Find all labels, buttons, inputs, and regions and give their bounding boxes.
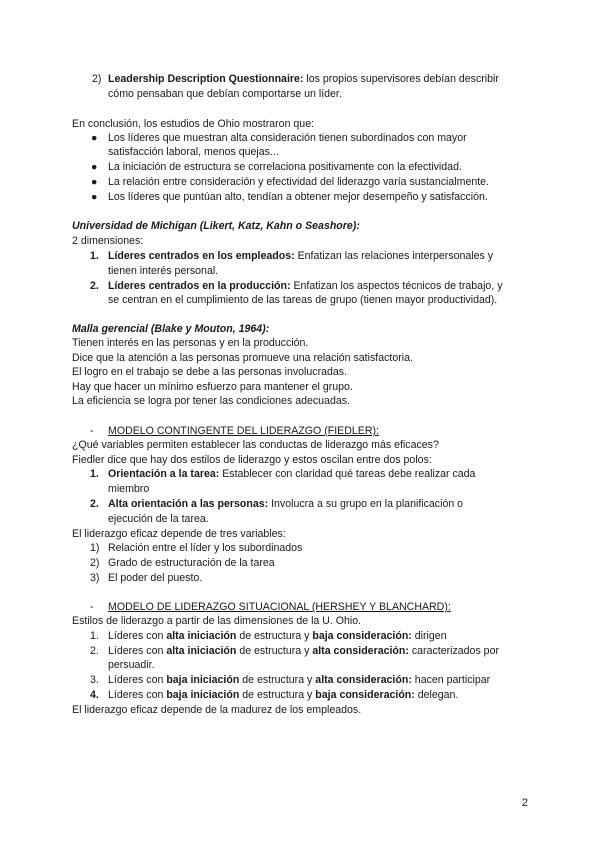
situacional-heading: MODELO DE LIDERAZGO SITUACIONAL (HERSHEY Y BLANCHARD): xyxy=(108,601,451,613)
fiedler-item-2-cont: ejecución de la tarea. xyxy=(108,513,209,525)
malla-line-2: Dice que la atención a las personas promueve una relación satisfactoria. xyxy=(72,352,413,364)
list-number: 2. xyxy=(90,280,99,292)
bullet-marker: ● xyxy=(91,176,98,188)
malla-line-5: La eficiencia se logra por tener las condiciones adecuadas. xyxy=(72,395,350,407)
list-number: 2. xyxy=(90,645,99,657)
item-label: Líderes centrados en la producción: xyxy=(108,280,291,292)
michigan-item-1 xyxy=(108,249,493,263)
item-bold: baja consideración: xyxy=(315,689,415,701)
item-bold: baja consideración: xyxy=(312,630,412,642)
fiedler-variable-1: Relación entre el líder y los subordinados xyxy=(108,542,303,554)
top-item-line xyxy=(108,72,499,86)
fiedler-intro: Fiedler dice que hay dos estilos de liderazgo y estos oscilan entre dos polos: xyxy=(72,454,432,466)
bullet-marker: ● xyxy=(91,191,98,203)
item-text: Establecer con claridad qué tareas debe realizar cada xyxy=(219,468,476,480)
list-number: 2. xyxy=(90,498,99,510)
item-bold: baja iniciación xyxy=(166,674,240,686)
item-number: 2) xyxy=(92,73,102,85)
item-text: Involucra a su grupo en la planificación o xyxy=(268,498,464,510)
top-item-line2: cómo pensaban que debían comportarse un líder. xyxy=(108,88,342,100)
fiedler-variable-2: Grado de estructuración de la tarea xyxy=(108,557,275,569)
ohio-bullet-1: Los líderes que muestran alta consideración tienen subordinados con mayor xyxy=(108,132,467,144)
fiedler-variable-3: El poder del puesto. xyxy=(108,572,203,584)
list-number: 2) xyxy=(90,557,100,569)
item-text: Líderes con xyxy=(108,645,167,657)
situacional-item-1 xyxy=(108,629,447,643)
item-label: Alta orientación a las personas: xyxy=(108,498,269,510)
item-label: Líderes centrados en los empleados: xyxy=(108,250,295,262)
list-number: 4. xyxy=(90,689,99,701)
item-text: los propios supervisores debían describir xyxy=(303,73,499,85)
item-label: Leadership Description Questionnaire: xyxy=(108,73,304,85)
situacional-item-2-cont: persuadir. xyxy=(108,659,155,671)
item-text: de estructura y xyxy=(239,689,316,701)
michigan-subtitle: 2 dimensiones: xyxy=(72,235,144,247)
item-text: Enfatizan los aspectos técnicos de trabajo, y xyxy=(290,280,503,292)
situacional-item-4 xyxy=(108,688,458,702)
bullet-marker: ● xyxy=(91,132,98,144)
item-bold: alta consideración: xyxy=(312,645,409,657)
item-text: de estructura y xyxy=(236,630,313,642)
item-text: de estructura y xyxy=(236,645,313,657)
ohio-intro: En conclusión, los estudios de Ohio mostraron que: xyxy=(72,118,315,130)
item-text: Líderes con xyxy=(108,689,167,701)
list-number: 3) xyxy=(90,572,100,584)
dash-marker: - xyxy=(90,601,94,613)
item-text: caracterizados por xyxy=(408,645,499,657)
item-bold: baja iniciación xyxy=(166,689,240,701)
item-text: Líderes con xyxy=(108,630,167,642)
fiedler-item-2 xyxy=(108,497,463,511)
ohio-bullet-3: La relación entre consideración y efectividad del liderazgo varía sustancialmente. xyxy=(108,176,490,188)
dash-marker: - xyxy=(90,425,94,437)
michigan-item-1-cont: tienen interés personal. xyxy=(108,265,219,277)
list-number: 1. xyxy=(90,630,99,642)
item-text: delegan. xyxy=(414,689,459,701)
item-text: hacen participar xyxy=(411,674,491,686)
bullet-marker: ● xyxy=(91,161,98,173)
list-number: 1. xyxy=(90,468,99,480)
ohio-bullet-2: La iniciación de estructura se correlaciona positivamente con la efectividad. xyxy=(108,161,462,173)
list-number: 1) xyxy=(90,542,100,554)
michigan-item-2-cont: se centran en el cumplimiento de las tareas de grupo (tienen mayor productividad). xyxy=(108,294,498,306)
malla-line-3: El logro en el trabajo se debe a las personas involucradas. xyxy=(72,366,348,378)
page-number: 2 xyxy=(521,797,528,809)
item-bold: alta iniciación xyxy=(166,645,237,657)
malla-line-1: Tienen interés en las personas y en la producción. xyxy=(72,337,309,349)
michigan-heading: Universidad de Michigan (Likert, Katz, Kahn o Seashore): xyxy=(72,220,360,232)
ohio-bullet-1-cont: satisfacción laboral, menos quejas... xyxy=(108,146,279,158)
situacional-intro: Estilos de liderazgo a partir de las dimensiones de la U. Ohio. xyxy=(72,615,362,627)
malla-line-4: Hay que hacer un mínimo esfuerzo para mantener el grupo. xyxy=(72,381,353,393)
fiedler-heading: MODELO CONTINGENTE DEL LIDERAZGO (FIEDLER): xyxy=(108,425,379,437)
item-bold: alta consideración: xyxy=(315,674,412,686)
fiedler-item-1 xyxy=(108,467,475,481)
item-text: Enfatizan las relaciones interpersonales y xyxy=(294,250,494,262)
michigan-item-2 xyxy=(108,279,503,293)
fiedler-variables-intro: El liderazgo eficaz depende de tres variables: xyxy=(72,528,286,540)
item-label: Orientación a la tarea: xyxy=(108,468,220,480)
item-text: de estructura y xyxy=(239,674,316,686)
malla-heading: Malla gerencial (Blake y Mouton, 1964): xyxy=(72,323,270,335)
situacional-item-2 xyxy=(108,644,499,658)
list-number: 3. xyxy=(90,674,99,686)
situacional-item-3 xyxy=(108,673,490,687)
fiedler-item-1-cont: miembro xyxy=(108,483,150,495)
situacional-closing: El liderazgo eficaz depende de la madurez de los empleados. xyxy=(72,704,362,716)
item-text: Líderes con xyxy=(108,674,167,686)
fiedler-question: ¿Qué variables permiten establecer las conductas de liderazgo más eficaces? xyxy=(72,439,439,451)
item-bold: alta iniciación xyxy=(166,630,237,642)
item-text: dirigen xyxy=(411,630,447,642)
list-number: 1. xyxy=(90,250,99,262)
ohio-bullet-4: Los líderes que puntúan alto, tendían a obtener mejor desempeño y satisfacción. xyxy=(108,191,488,203)
